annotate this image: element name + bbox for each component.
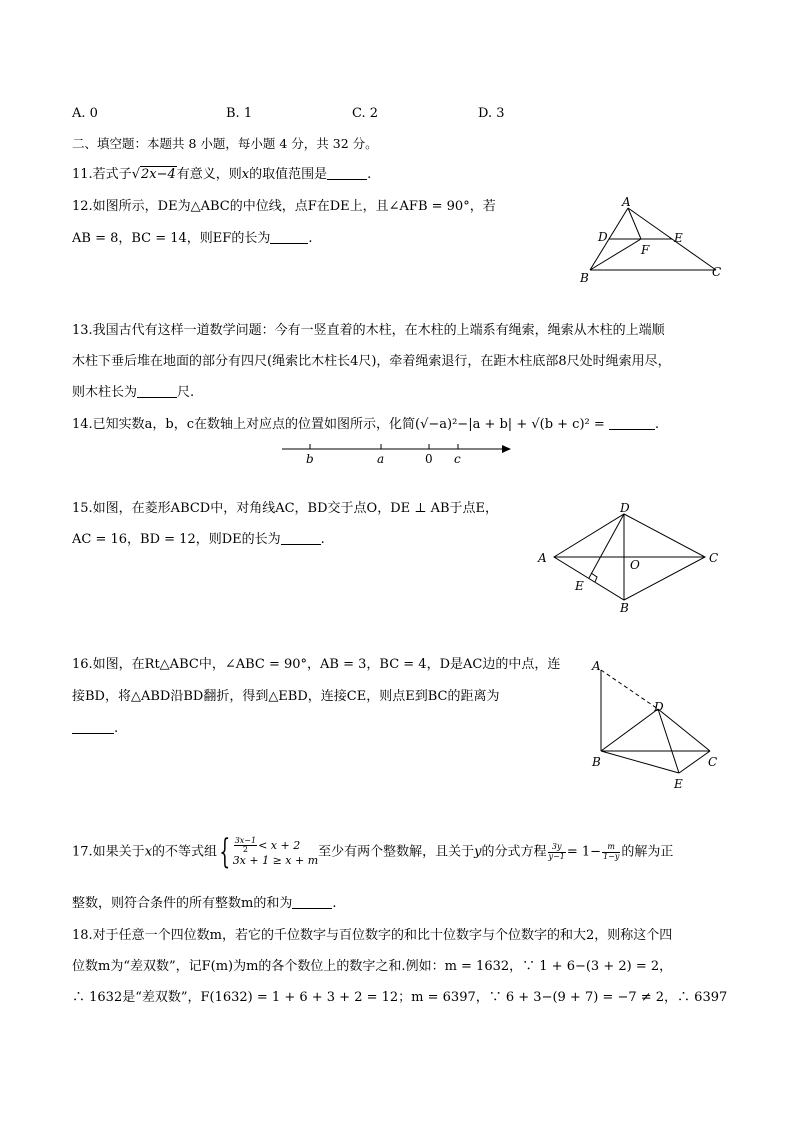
answer-blank — [281, 544, 321, 545]
answer-blank — [137, 397, 177, 398]
q13-line2: 木柱下垂后堆在地面的部分有四尺(绳索比木柱长4尺)，牵着绳索退行，在距木柱底部8尺处时绳索用尽， — [72, 354, 671, 369]
label-E: E — [674, 777, 683, 791]
label-D: D — [598, 230, 608, 244]
q11-mid: 有意义，则 — [176, 167, 242, 182]
q12-line2: AB = 8，BC = 14，则EF的长为 . — [72, 231, 313, 246]
option-c: C. 2 — [352, 106, 379, 121]
q11-radicand: 2x−4 — [140, 167, 176, 182]
q11-lead: 11.若式子 — [72, 167, 132, 182]
q15-line2: AC = 16，BD = 12，则DE的长为 . — [72, 532, 325, 547]
label-C: C — [709, 551, 719, 565]
label-A: A — [592, 659, 601, 673]
answer-blank — [292, 908, 332, 909]
q16-line1: 16.如图，在Rt△ABC中，∠ABC = 90°，AB = 3，BC = 4，D是AC边的中点，连 — [72, 657, 561, 672]
label-B: B — [592, 755, 601, 769]
axis-label-b: b — [306, 452, 314, 466]
label-D: D — [620, 501, 630, 515]
answer-blank — [327, 179, 367, 180]
label-D: D — [654, 700, 664, 714]
q16-line2: 接BD，将△ABD沿BD翻折，得到△EBD，连接CE，则点E到BC的距离为 — [72, 689, 500, 704]
rhombus-figure-q15 — [534, 500, 724, 618]
label-F: F — [641, 243, 650, 257]
label-C: C — [712, 265, 722, 279]
label-E: E — [575, 579, 584, 593]
q17-line2: 整数，则符合条件的所有整数m的和为 . — [72, 896, 337, 911]
q18-line2: 位数m为“差双数”，记F(m)为m的各个数位上的数字之和.例如：m = 1632，∵ 1 + 6−(3 + 2) = 2， — [72, 959, 673, 974]
answer-blank — [72, 733, 114, 734]
answer-blank — [270, 243, 308, 244]
q12-line1: 12.如图所示，DE为△ABC的中位线，点F在DE上，且∠AFB = 90°，若 — [72, 199, 496, 214]
axis-label-a: a — [377, 452, 385, 466]
label-B: B — [580, 271, 589, 285]
arrow-icon — [502, 445, 511, 453]
q18-line1: 18.对于任意一个四位数m，若它的千位数字与百位数字的和比十位数字与个位数字的和大2，则称这个四 — [72, 928, 673, 943]
question-11: 11.若式子√2x−4有意义，则x的取值范围是 . — [72, 167, 372, 182]
label-A: A — [622, 195, 631, 209]
brace-icon: { — [219, 832, 231, 872]
q16-line3: . — [72, 722, 118, 735]
axis-label-0: 0 — [425, 452, 433, 466]
triangle-figure-q12 — [578, 196, 728, 288]
label-O: O — [630, 558, 640, 572]
q11-tail: 的取值范围是 — [249, 167, 328, 182]
q13-line3: 则木柱长为 尺. — [72, 385, 195, 400]
q17-line1: 17.如果关于x的不等式组{ $\frac{3x-1}{2}$ < x + 2 3x + 1 ≥ x + m 至少有两个整数解，且关于y的分式方程 $\frac{3y}{y-1}$ = 1− $\frac{m}{1-y}$ 的解为正 — [72, 832, 674, 872]
answer-blank — [609, 429, 655, 430]
q14-text: 14.已知实数a，b，c在数轴上对应点的位置如图所示，化简(√−a)²−|a + b| + √(b + c)² = . — [72, 417, 660, 432]
triangle-figure-q16 — [588, 656, 728, 794]
label-E: E — [674, 231, 683, 245]
section-heading: 二、填空题：本题共 8 小题，每小题 4 分，共 32 分。 — [72, 136, 378, 151]
label-B: B — [620, 601, 629, 615]
option-a: A. 0 — [72, 106, 98, 121]
label-C: C — [708, 755, 718, 769]
q13-line1: 13.我国古代有这样一道数学问题：今有一竖直着的木柱，在木柱的上端系有绳索，绳索从木柱的上端顺 — [72, 323, 665, 338]
q18-line3: ∴ 1632是“差双数”，F(1632) = 1 + 6 + 3 + 2 = 12；m = 6397，∵ 6 + 3−(9 + 7) = −7 ≠ 2，∴ 6397 — [72, 990, 728, 1005]
q15-line1: 15.如图，在菱形ABCD中，对角线AC，BD交于点O，DE ⊥ AB于点E， — [72, 501, 499, 516]
option-d: D. 3 — [478, 106, 505, 121]
number-line — [280, 440, 515, 466]
option-b: B. 1 — [226, 106, 253, 121]
axis-label-c: c — [454, 452, 461, 466]
q11-var: x — [241, 167, 250, 182]
label-A: A — [538, 551, 547, 565]
